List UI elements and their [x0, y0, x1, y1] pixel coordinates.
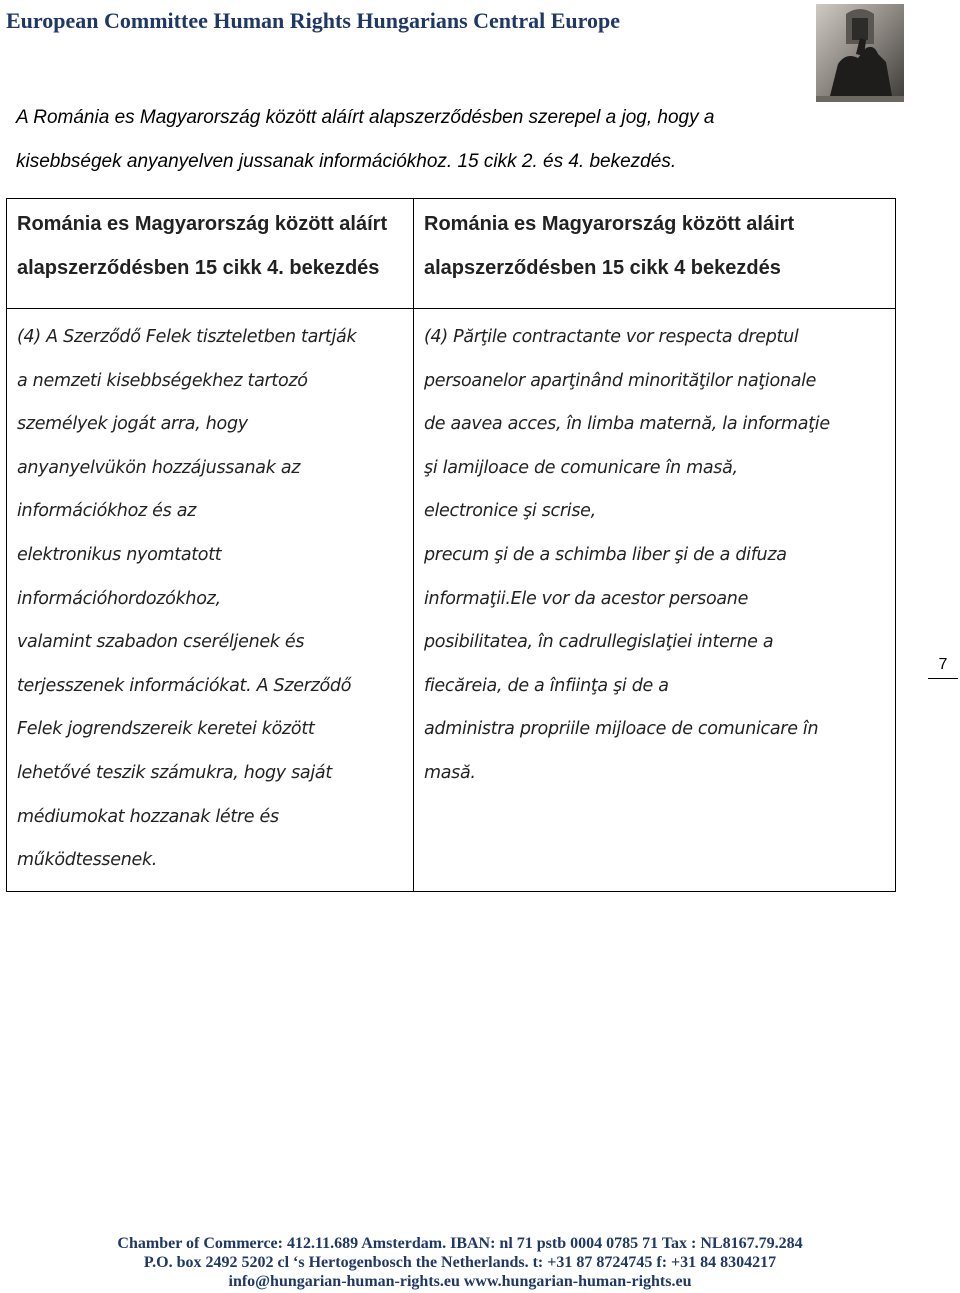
left-header-cell — [7, 199, 414, 309]
hungarian-text-line: médiumokat hozzanak létre és — [17, 806, 279, 827]
romanian-text-line: posibilitatea, în cadrullegislaţiei interne a — [424, 632, 774, 653]
hungarian-text-line: elektronikus nyomtatott — [17, 544, 222, 565]
intro-paragraph — [16, 96, 816, 184]
romanian-text-line: (4) Părţile contractante vor respecta dreptul — [424, 327, 799, 347]
page-footer — [0, 1234, 920, 1291]
hungarian-text-cell — [7, 309, 414, 892]
hungarian-text-line: működtessenek. — [17, 850, 158, 871]
comparison-table — [6, 198, 896, 892]
statue-relief-image — [816, 4, 904, 102]
romanian-text-line: administra propriile mijloace de comunicare în — [424, 719, 819, 740]
footer-registration-line: Chamber of Commerce: 412.11.689 Amsterdam. IBAN: nl 71 pstb 0004 0785 71 Tax : NL8167.79.284 — [117, 1235, 803, 1252]
romanian-text-line: de aavea acces, în limba maternă, la informaţie — [424, 414, 830, 435]
hungarian-text-line: lehetővé teszik számukra, hogy saját — [17, 762, 332, 783]
left-header-line: Románia es Magyarország között aláírt — [17, 213, 388, 235]
right-header-line: alapszerződésben 15 cikk 4 bekezdés — [424, 257, 781, 279]
romanian-text-line: electronice şi scrise, — [424, 501, 596, 522]
footer-contact-line: info@hungarian-human-rights.eu www.hungarian-human-rights.eu — [228, 1273, 692, 1290]
romanian-text-line: şi lamijloace de comunicare în masă, — [424, 457, 738, 478]
romanian-text-line: persoanelor aparţinând minorităţilor naţionale — [424, 370, 817, 391]
footer-address-line: P.O. box 2492 5202 cl ‘s Hertogenbosch the Netherlands. t: +31 87 8724745 f: +31 84 8304217 — [143, 1254, 777, 1271]
hungarian-text-line: valamint szabadon cseréljenek és — [17, 632, 305, 653]
hungarian-text-line: (4) A Szerződő Felek tiszteletben tartják — [17, 327, 357, 347]
romanian-text-line: fiecăreia, de a înfiinţa şi de a — [424, 675, 669, 696]
hungarian-text-line: információkhoz és az — [17, 501, 197, 522]
romanian-text-line: masă. — [424, 762, 476, 783]
romanian-text-line: precum şi de a schimba liber şi de a difuza — [424, 544, 787, 565]
document-header-title: European Committee Human Rights Hungarians Central Europe — [6, 8, 621, 33]
hungarian-text-line: személyek jogát arra, hogy — [17, 414, 248, 435]
romanian-text-cell — [414, 309, 896, 892]
hungarian-text-line: információhordozókhoz, — [17, 588, 221, 609]
intro-line: A Románia es Magyarország között aláírt alapszerződésben szerepel a jog, hogy a — [16, 107, 715, 128]
table-header-row — [7, 199, 896, 309]
hungarian-text-line: a nemzeti kisebbségekhez tartozó — [17, 370, 308, 391]
hungarian-text-line: anyanyelvükön hozzájussanak az — [17, 457, 301, 478]
page-number: 7 — [928, 656, 958, 679]
intro-line: kisebbségek anyanyelven jussanak információkhoz. 15 cikk 2. és 4. bekezdés. — [16, 151, 677, 172]
right-header-cell — [414, 199, 896, 309]
left-header-line: alapszerződésben 15 cikk 4. bekezdés — [17, 257, 380, 279]
hungarian-text-line: terjesszenek információkat. A Szerződő — [17, 675, 352, 696]
romanian-text-line: informaţii.Ele vor da acestor persoane — [424, 588, 749, 609]
right-header-line: Románia es Magyarország között aláirt — [424, 213, 795, 235]
table-body-row — [7, 309, 896, 892]
hungarian-text-line: Felek jogrendszereik keretei között — [17, 719, 315, 740]
